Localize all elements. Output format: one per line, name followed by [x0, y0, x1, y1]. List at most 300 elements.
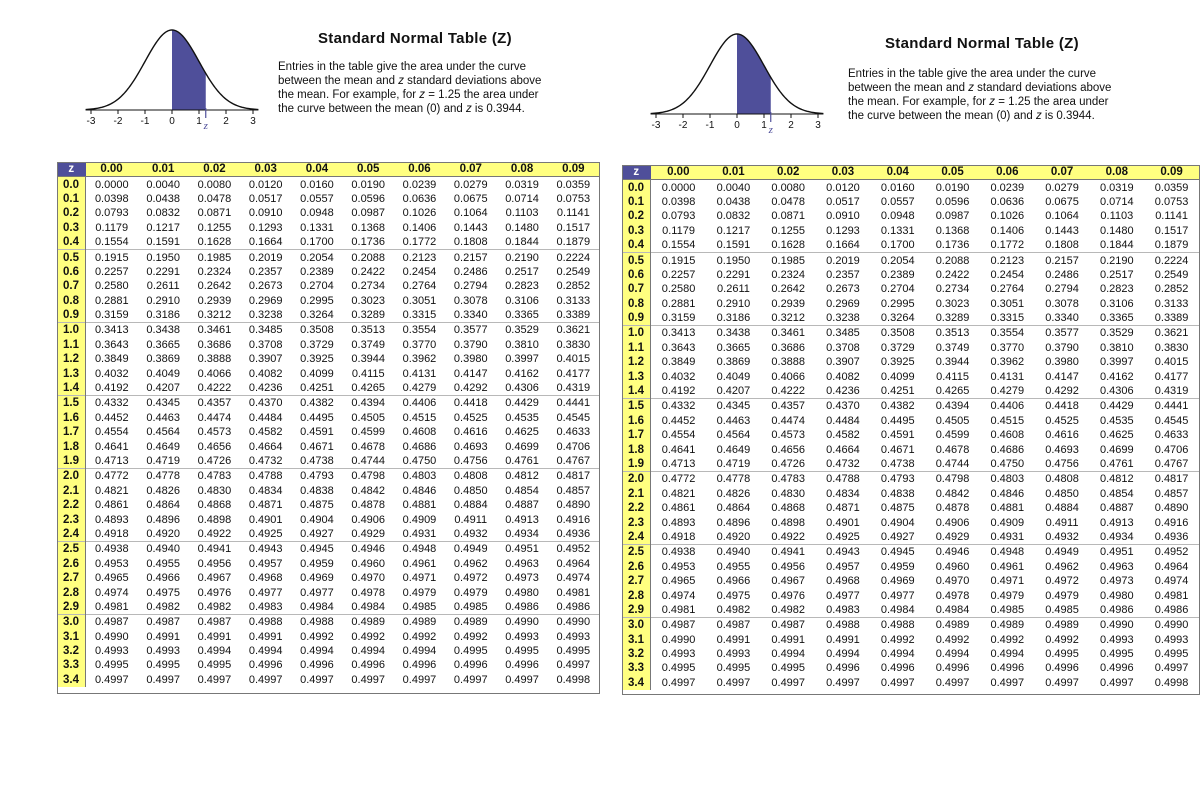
row-header: 2.7 [57, 571, 86, 585]
table-cell: 0.3212 [771, 312, 806, 325]
z-column-header: z [57, 162, 86, 177]
table-cell: 0.3389 [1154, 312, 1189, 325]
table-cell: 0.2995 [880, 297, 915, 310]
table-cell: 0.2054 [870, 253, 925, 268]
row-header: 0.0 [57, 177, 86, 192]
table-cell: 0.4906 [351, 513, 386, 526]
table-cell: 0.4986 [1154, 603, 1189, 616]
table-row [57, 265, 599, 279]
row-header: 1.2 [57, 352, 86, 366]
table-cell: 0.1808 [1045, 239, 1079, 252]
table-cell: 0.4854 [505, 484, 539, 497]
table-cell: 0.3106 [1099, 297, 1134, 310]
table-cell: 0.4995 [505, 645, 539, 658]
row-header: 2.1 [622, 487, 651, 501]
shaded-area [737, 34, 771, 114]
table-cell: 0.4726 [197, 455, 232, 467]
table-cell: 0.4671 [300, 440, 334, 453]
table-cell: 0.4949 [1035, 545, 1090, 560]
table-cell: 0.4998 [556, 673, 591, 686]
table-cell: 0.4975 [146, 586, 180, 599]
column-header: 0.03 [816, 165, 871, 180]
table-cell: 0.4995 [197, 659, 232, 672]
row-header: 1.7 [622, 428, 651, 442]
table-cell: 0.4394 [925, 399, 980, 414]
table-cell: 0.4996 [935, 662, 970, 675]
table-row [57, 615, 599, 630]
table-cell: 0.4099 [300, 367, 334, 380]
table-cell: 0.4988 [240, 615, 291, 630]
table-row [622, 457, 1199, 472]
tick-label: -2 [113, 116, 123, 127]
table-cell: 0.4974 [661, 589, 696, 602]
table-cell: 0.4916 [556, 513, 591, 526]
table-cell: 0.4649 [146, 440, 180, 453]
table-cell: 0.4986 [505, 600, 539, 613]
table-cell: 0.4996 [505, 659, 539, 672]
table-cell: 0.4996 [1045, 662, 1079, 675]
normal-curve-figure [650, 22, 840, 137]
table-cell: 0.4222 [197, 382, 232, 395]
table-cell: 0.4960 [351, 557, 386, 570]
table-cell: 0.4817 [1144, 472, 1199, 487]
table-cell: 0.4995 [146, 659, 180, 672]
table-cell: 0.4292 [453, 382, 488, 395]
column-header: 0.04 [291, 162, 342, 177]
column-header: 0.04 [870, 165, 925, 180]
table-row [57, 498, 599, 512]
table-cell: 0.4976 [771, 589, 806, 602]
table-cell: 0.3438 [138, 323, 189, 338]
table-cell: 0.4997 [1099, 676, 1134, 689]
table-cell: 0.4945 [291, 542, 342, 557]
table-row [57, 571, 599, 585]
column-header: 0.01 [138, 162, 189, 177]
table-row [622, 530, 1199, 545]
table-cell: 0.4994 [402, 645, 437, 658]
table-cell: 0.4890 [1154, 502, 1189, 515]
table-row [622, 661, 1199, 675]
table-cell: 0.4292 [1045, 385, 1079, 398]
table-cell: 0.0398 [94, 192, 129, 205]
table-cell: 0.4995 [453, 645, 488, 658]
table-row [57, 279, 599, 293]
table-cell: 0.2357 [248, 265, 283, 278]
table-cell: 0.4987 [761, 618, 816, 633]
row-header: 2.8 [57, 585, 86, 599]
column-header: 0.06 [980, 165, 1035, 180]
table-cell: 0.4881 [402, 499, 437, 512]
table-cell: 0.4738 [300, 455, 334, 467]
row-header: 1.3 [622, 369, 651, 383]
table-cell: 0.4989 [445, 615, 496, 630]
table-cell: 0.3461 [189, 323, 240, 338]
table-cell: 0.4961 [402, 557, 437, 570]
table-cell: 0.4082 [826, 370, 860, 383]
table-cell: 0.0239 [402, 178, 437, 191]
row-header: 3.3 [57, 658, 86, 672]
table-cell: 0.1700 [880, 239, 915, 252]
table-cell: 0.4236 [248, 382, 283, 395]
table-cell: 0.4992 [402, 630, 437, 643]
table-row [622, 618, 1199, 633]
table-cell: 0.4821 [94, 484, 129, 497]
table-cell: 0.4147 [453, 367, 488, 380]
table-cell: 0.4525 [453, 411, 488, 424]
table-cell: 0.4573 [197, 426, 232, 439]
table-cell: 0.4207 [716, 385, 751, 398]
table-cell: 0.1217 [716, 224, 751, 237]
table-cell: 0.4990 [1089, 618, 1144, 633]
table-cell: 0.4997 [505, 673, 539, 686]
table-cell: 0.3830 [1154, 341, 1189, 354]
table-cell: 0.3907 [826, 356, 860, 369]
table-cell: 0.3023 [935, 297, 970, 310]
table-cell: 0.4332 [651, 399, 707, 414]
table-cell: 0.4920 [146, 527, 180, 540]
table-cell: 0.4991 [146, 630, 180, 643]
table-cell: 0.4938 [651, 545, 707, 560]
table-cell: 0.2734 [351, 280, 386, 293]
table-cell: 0.4984 [351, 600, 386, 613]
table-cell: 0.4671 [880, 443, 915, 456]
table-cell: 0.4686 [402, 440, 437, 453]
table-cell: 0.4997 [94, 673, 129, 686]
table-cell: 0.0753 [1154, 195, 1189, 208]
table-cell: 0.4927 [300, 527, 334, 540]
table-cell: 0.4934 [505, 527, 539, 540]
table-cell: 0.4591 [300, 426, 334, 439]
table-cell: 0.1915 [86, 250, 138, 265]
table-cell: 0.4992 [990, 633, 1025, 646]
table-cell: 0.4931 [990, 530, 1025, 543]
row-header: 2.3 [57, 512, 86, 526]
table-cell: 0.4884 [1045, 502, 1079, 515]
table-cell: 0.1517 [1154, 224, 1189, 237]
table-row [622, 384, 1199, 399]
table-cell: 0.1808 [453, 236, 488, 249]
row-header: 3.1 [57, 630, 86, 644]
table-cell: 0.4990 [548, 615, 599, 630]
table-cell: 0.1443 [1045, 224, 1079, 237]
table-cell: 0.4994 [351, 645, 386, 658]
table-cell: 0.4992 [935, 633, 970, 646]
table-cell: 0.4997 [661, 676, 696, 689]
table-cell: 0.4032 [94, 367, 129, 380]
table-cell: 0.3729 [300, 338, 334, 351]
table-cell: 0.3849 [94, 353, 129, 366]
table-cell: 0.3962 [990, 356, 1025, 369]
table-cell: 0.4616 [1045, 429, 1079, 442]
table-cell: 0.1985 [189, 250, 240, 265]
table-cell: 0.4993 [94, 645, 129, 658]
table-cell: 0.0190 [351, 178, 386, 191]
row-header: 0.5 [622, 253, 651, 268]
table-cell: 0.4788 [240, 469, 291, 484]
table-cell: 0.2549 [1154, 268, 1189, 281]
table-cell: 0.4783 [761, 472, 816, 487]
tick-label: -3 [86, 116, 96, 127]
table-cell: 0.4649 [716, 443, 751, 456]
table-cell: 0.4971 [402, 572, 437, 585]
table-cell: 0.4984 [880, 603, 915, 616]
table-cell: 0.3643 [94, 338, 129, 351]
table-cell: 0.3708 [248, 338, 283, 351]
table-row [622, 560, 1199, 574]
table-cell: 0.4977 [880, 589, 915, 602]
table-cell: 0.0190 [935, 181, 970, 194]
table-cell: 0.4750 [402, 455, 437, 467]
row-header: 0.0 [622, 180, 651, 195]
table-cell: 0.3238 [248, 309, 283, 322]
table-row [57, 366, 599, 380]
table-cell: 0.4826 [716, 487, 751, 500]
table-cell: 0.4993 [716, 648, 751, 661]
table-row [57, 192, 599, 206]
table-cell: 0.4986 [1099, 603, 1134, 616]
table-cell: 0.3686 [771, 341, 806, 354]
table-cell: 0.3461 [761, 326, 816, 341]
table-cell: 0.0987 [351, 207, 386, 220]
table-cell: 0.2454 [402, 265, 437, 278]
table-cell: 0.0832 [716, 210, 751, 223]
table-cell: 0.3529 [1089, 326, 1144, 341]
table-row [57, 352, 599, 366]
table-cell: 0.2734 [935, 283, 970, 296]
table-cell: 0.4985 [402, 600, 437, 613]
table-cell: 0.3554 [394, 323, 445, 338]
table-cell: 0.4970 [351, 572, 386, 585]
table-cell: 0.3389 [556, 309, 591, 322]
column-header: 0.02 [761, 165, 816, 180]
table-cell: 0.4032 [661, 370, 696, 383]
table-cell: 0.2088 [343, 250, 394, 265]
table-cell: 0.4406 [394, 396, 445, 411]
table-row [57, 177, 599, 192]
table-cell: 0.2881 [94, 294, 129, 307]
table-cell: 0.3365 [1099, 312, 1134, 325]
table-description: Entries in the table give the area under the curve between the mean and z standard deviations above the mean. For example, for z = 1.25 the area under the curve between the mean (0) and z is 0.3944. [278, 61, 542, 115]
table-cell: 0.4251 [300, 382, 334, 395]
table-cell: 0.4484 [248, 411, 283, 424]
table-cell: 0.2794 [1045, 283, 1079, 296]
table-cell: 0.4983 [826, 603, 860, 616]
table-cell: 0.2291 [146, 265, 180, 278]
table-cell: 0.1772 [402, 236, 437, 249]
row-header: 2.7 [622, 574, 651, 588]
table-cell: 0.4783 [189, 469, 240, 484]
table-row [57, 484, 599, 498]
table-cell: 0.2123 [980, 253, 1035, 268]
row-header: 1.5 [622, 399, 651, 414]
table-cell: 0.4993 [556, 630, 591, 643]
tick-label: 2 [223, 116, 229, 127]
table-cell: 0.2580 [94, 280, 129, 293]
table-cell: 0.4969 [880, 575, 915, 588]
table-cell: 0.4878 [351, 499, 386, 512]
table-cell: 0.4767 [1154, 458, 1189, 470]
table-cell: 0.3810 [505, 338, 539, 351]
table-cell: 0.4732 [826, 458, 860, 470]
table-cell: 0.4974 [94, 586, 129, 599]
table-cell: 0.4955 [146, 557, 180, 570]
row-header: 0.3 [622, 224, 651, 238]
table-cell: 0.4131 [990, 370, 1025, 383]
table-cell: 0.4932 [1045, 530, 1079, 543]
table-cell: 0.4990 [1144, 618, 1199, 633]
table-cell: 0.4982 [146, 600, 180, 613]
table-cell: 0.4803 [394, 469, 445, 484]
table-cell: 0.4997 [1045, 676, 1079, 689]
column-header: 0.07 [445, 162, 496, 177]
table-row [622, 588, 1199, 602]
table-row [57, 557, 599, 571]
row-header: 0.4 [57, 235, 86, 250]
table-cell: 0.4082 [248, 367, 283, 380]
table-cell: 0.0714 [505, 192, 539, 205]
table-cell: 0.4798 [343, 469, 394, 484]
row-header: 3.3 [622, 661, 651, 675]
table-cell: 0.4988 [870, 618, 925, 633]
table-cell: 0.4898 [771, 516, 806, 529]
table-cell: 0.3962 [402, 353, 437, 366]
table-cell: 0.4931 [402, 527, 437, 540]
table-cell: 0.4990 [496, 615, 547, 630]
table-cell: 0.4846 [402, 484, 437, 497]
table-cell: 0.4955 [716, 560, 751, 573]
table-row [57, 381, 599, 396]
table-cell: 0.3238 [826, 312, 860, 325]
table-cell: 0.3513 [925, 326, 980, 341]
table-cell: 0.4957 [826, 560, 860, 573]
table-cell: 0.2157 [1035, 253, 1090, 268]
table-row [622, 676, 1199, 690]
table-cell: 0.4778 [706, 472, 761, 487]
table-cell: 0.3790 [453, 338, 488, 351]
table-cell: 0.4992 [453, 630, 488, 643]
table-cell: 0.3980 [453, 353, 488, 366]
table-cell: 0.4913 [505, 513, 539, 526]
table-cell: 0.2823 [1099, 283, 1134, 296]
table-cell: 0.4952 [1144, 545, 1199, 560]
table-cell: 0.2939 [197, 294, 232, 307]
table-cell: 0.4981 [1154, 589, 1189, 602]
table-cell: 0.0438 [146, 192, 180, 205]
table-cell: 0.4989 [980, 618, 1035, 633]
table-cell: 0.2580 [661, 283, 696, 296]
table-row [57, 469, 599, 484]
table-cell: 0.4987 [138, 615, 189, 630]
table-row [57, 454, 599, 469]
table-cell: 0.4981 [94, 600, 129, 613]
row-header: 3.0 [57, 615, 86, 630]
table-cell: 0.4996 [453, 659, 488, 672]
table-cell: 0.2324 [771, 268, 806, 281]
table-cell: 0.0596 [351, 192, 386, 205]
row-header: 1.9 [622, 457, 651, 472]
table-cell: 0.4850 [453, 484, 488, 497]
table-row [57, 512, 599, 526]
table-cell: 0.4887 [505, 499, 539, 512]
table-cell: 0.4997 [935, 676, 970, 689]
table-cell: 0.2486 [453, 265, 488, 278]
table-cell: 0.1628 [197, 236, 232, 249]
table-cell: 0.0359 [556, 178, 591, 191]
table-cell: 0.4980 [1099, 589, 1134, 602]
table-cell: 0.4699 [1099, 443, 1134, 456]
table-cell: 0.4812 [1089, 472, 1144, 487]
table-cell: 0.4893 [94, 513, 129, 526]
table-cell: 0.4793 [291, 469, 342, 484]
table-cell: 0.2422 [351, 265, 386, 278]
table-cell: 0.2357 [826, 268, 860, 281]
table-cell: 0.4452 [661, 414, 696, 427]
table-cell: 0.4750 [990, 458, 1025, 470]
table-cell: 0.4726 [771, 458, 806, 470]
table-cell: 0.4927 [880, 530, 915, 543]
table-cell: 0.0832 [146, 207, 180, 220]
table-row [57, 250, 599, 265]
table-row [622, 545, 1199, 560]
table-cell: 0.4015 [556, 353, 591, 366]
table-cell: 0.4608 [990, 429, 1025, 442]
table-cell: 0.4909 [402, 513, 437, 526]
table-cell: 0.4357 [189, 396, 240, 411]
table-cell: 0.4887 [1099, 502, 1134, 515]
row-header: 0.4 [622, 238, 651, 253]
table-cell: 0.2969 [826, 297, 860, 310]
table-cell: 0.1255 [771, 224, 806, 237]
table-cell: 0.2611 [717, 283, 750, 296]
table-cell: 0.4995 [94, 659, 129, 672]
table-row [622, 195, 1199, 209]
table-cell: 0.4441 [1144, 399, 1199, 414]
table-cell: 0.4943 [240, 542, 291, 557]
table-cell: 0.1179 [95, 221, 129, 234]
table-row [622, 647, 1199, 661]
table-header [622, 165, 1199, 180]
table-cell: 0.3770 [402, 338, 437, 351]
table-cell: 0.4982 [197, 600, 232, 613]
table-cell: 0.3513 [343, 323, 394, 338]
row-header: 0.1 [57, 192, 86, 206]
table-cell: 0.4996 [402, 659, 437, 672]
table-cell: 0.4901 [826, 516, 860, 529]
row-header: 1.4 [57, 381, 86, 396]
tick-label: -3 [651, 120, 661, 131]
table-cell: 0.4952 [548, 542, 599, 557]
table-cell: 0.4916 [1154, 516, 1189, 529]
table-cell: 0.1293 [826, 224, 860, 237]
table-cell: 0.4946 [343, 542, 394, 557]
table-cell: 0.1664 [248, 236, 283, 249]
table-cell: 0.2852 [1154, 283, 1189, 296]
table-cell: 0.4429 [1089, 399, 1144, 414]
table-cell: 0.4987 [706, 618, 761, 633]
table-cell: 0.4177 [556, 367, 591, 380]
table-cell: 0.4147 [1045, 370, 1079, 383]
table-cell: 0.4896 [146, 513, 180, 526]
table-cell: 0.0675 [1045, 195, 1079, 208]
row-header: 3.4 [57, 673, 86, 687]
table-cell: 0.4997 [716, 676, 751, 689]
table-cell: 0.4115 [936, 370, 969, 383]
table-cell: 0.1064 [453, 207, 488, 220]
row-header: 1.1 [622, 341, 651, 355]
table-cell: 0.4992 [300, 630, 334, 643]
table-cell: 0.2486 [1045, 268, 1079, 281]
table-row [57, 323, 599, 338]
